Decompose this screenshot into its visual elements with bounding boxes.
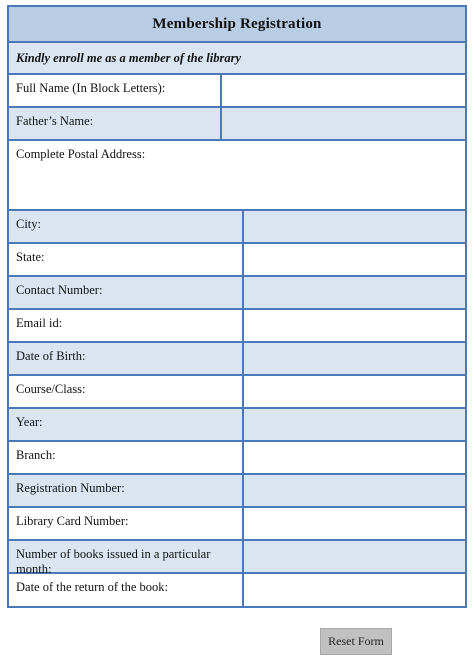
branch-field[interactable] — [244, 442, 465, 473]
city-field[interactable] — [244, 211, 465, 242]
year-label: Year: — [9, 409, 244, 440]
field-row-year — [9, 409, 465, 442]
field-row-full-name — [9, 75, 465, 108]
library-card-number-label: Library Card Number: — [9, 508, 244, 539]
fathers-name-label: Father’s Name: — [9, 108, 222, 139]
postal-address-field[interactable] — [9, 141, 465, 211]
year-field[interactable] — [244, 409, 465, 440]
form-title: Membership Registration — [9, 7, 465, 43]
books-issued-field[interactable] — [244, 541, 465, 572]
full-name-field[interactable] — [222, 75, 465, 106]
field-row-return-date — [9, 574, 465, 606]
library-card-number-field[interactable] — [244, 508, 465, 539]
date-of-birth-label: Date of Birth: — [9, 343, 244, 374]
return-date-field[interactable] — [244, 574, 465, 606]
return-date-label: Date of the return of the book: — [9, 574, 244, 606]
form-subtitle: Kindly enroll me as a member of the library — [9, 43, 465, 75]
top-fields — [9, 75, 465, 141]
course-class-field[interactable] — [244, 376, 465, 407]
state-field[interactable] — [244, 244, 465, 275]
field-row-state — [9, 244, 465, 277]
field-row-books-issued — [9, 541, 465, 574]
contact-number-label: Contact Number: — [9, 277, 244, 308]
postal-address-label: Complete Postal Address: — [16, 147, 146, 161]
field-row-city — [9, 211, 465, 244]
field-row-course-class — [9, 376, 465, 409]
course-class-label: Course/Class: — [9, 376, 244, 407]
email-field[interactable] — [244, 310, 465, 341]
city-label: City: — [9, 211, 244, 242]
field-row-branch — [9, 442, 465, 475]
email-label: Email id: — [9, 310, 244, 341]
contact-number-field[interactable] — [244, 277, 465, 308]
field-row-library-card-number — [9, 508, 465, 541]
membership-form — [7, 5, 467, 608]
field-row-fathers-name — [9, 108, 465, 141]
full-name-label: Full Name (In Block Letters): — [9, 75, 222, 106]
field-row-contact-number — [9, 277, 465, 310]
reset-form-button[interactable]: Reset Form — [320, 628, 392, 655]
state-label: State: — [9, 244, 244, 275]
fathers-name-field[interactable] — [222, 108, 465, 139]
registration-number-label: Registration Number: — [9, 475, 244, 506]
books-issued-label: Number of books issued in a particular month: — [9, 541, 244, 572]
field-row-email — [9, 310, 465, 343]
registration-number-field[interactable] — [244, 475, 465, 506]
branch-label: Branch: — [9, 442, 244, 473]
field-row-registration-number — [9, 475, 465, 508]
date-of-birth-field[interactable] — [244, 343, 465, 374]
bottom-fields — [9, 211, 465, 606]
field-row-date-of-birth — [9, 343, 465, 376]
